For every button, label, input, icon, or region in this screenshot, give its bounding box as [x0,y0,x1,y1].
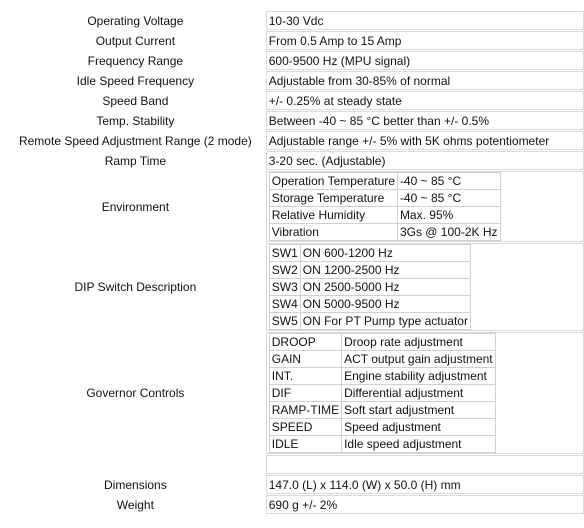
environment-row [269,190,500,207]
spec-value: 3-20 sec. (Adjustable) [266,151,584,170]
dip-switch-value: ON For PT Pump type actuator [300,313,470,330]
spec-label: Idle Speed Frequency [76,73,195,88]
spec-value: Between -40 ~ 85 °C better than +/- 0.5% [266,111,584,130]
governor-row [269,385,495,402]
spec-label: Operating Voltage [87,13,184,28]
governor-row [269,351,495,368]
governor-row [269,368,495,385]
governor-value: Droop rate adjustment [342,334,496,351]
governor-value: Idle speed adjustment [342,436,496,453]
governor-key: DROOP [269,334,341,351]
spec-table [6,10,584,515]
governor-key: INT. [269,368,341,385]
dip-switch-row [269,262,470,279]
spec-row-remote-speed-adjustment [6,131,584,150]
dip-switch-value: ON 2500-5000 Hz [300,279,470,296]
spec-value: Adjustable range +/- 5% with 5K ohms potentiometer [266,131,584,150]
environment-table [269,172,501,241]
spec-label: Output Current [95,33,176,48]
spec-value: +/- 0.25% at steady state [266,91,584,110]
spec-row-idle-speed-frequency [6,71,584,90]
spec-value [266,332,584,454]
spec-row-output-current [6,31,584,50]
governor-key: RAMP-TIME [269,402,341,419]
governor-key: DIF [269,385,341,402]
governor-key: GAIN [269,351,341,368]
governor-controls-table [269,333,496,453]
environment-key: Vibration [269,224,397,241]
spec-value [266,171,584,242]
environment-value: 3Gs @ 100-2K Hz [397,224,500,241]
spec-row-weight [6,495,584,514]
dip-switch-key: SW2 [269,262,300,279]
environment-key: Operation Temperature [269,173,397,190]
dip-switch-key: SW3 [269,279,300,296]
dip-switch-value: ON 1200-2500 Hz [300,262,470,279]
dip-switch-table [269,244,471,330]
governor-value: Soft start adjustment [342,402,496,419]
spec-label: Environment [101,199,170,214]
governor-key: SPEED [269,419,341,436]
spec-value: 147.0 (L) x 114.0 (W) x 50.0 (H) mm [266,475,584,494]
dip-switch-row [269,279,470,296]
spec-label: Temp. Stability [96,113,175,128]
spec-label: Speed Band [102,93,169,108]
spec-label: Frequency Range [87,53,184,68]
governor-row [269,436,495,453]
spec-row-spacer [6,455,584,474]
spec-value: 690 g +/- 2% [266,495,584,514]
environment-key: Relative Humidity [269,207,397,224]
spec-row-governor-controls [6,332,584,454]
spec-row-ramp-time [6,151,584,170]
governor-row [269,419,495,436]
environment-row [269,224,500,241]
governor-value: ACT output gain adjustment [342,351,496,368]
environment-row [269,173,500,190]
spec-row-environment [6,171,584,242]
spec-value: 10-30 Vdc [266,11,584,30]
spec-row-frequency-range [6,51,584,70]
spec-label: DIP Switch Description [74,280,197,294]
environment-value: Max. 95% [397,207,500,224]
spec-row-speed-band [6,91,584,110]
governor-value: Speed adjustment [342,419,496,436]
spec-row-dip-switch [6,243,584,331]
dip-switch-value: ON 5000-9500 Hz [300,296,470,313]
spec-value: Adjustable from 30-85% of normal [266,71,584,90]
spec-value [266,243,584,331]
environment-value: -40 ~ 85 °C [397,173,500,190]
dip-switch-key: SW4 [269,296,300,313]
environment-key: Storage Temperature [269,190,397,207]
governor-key: IDLE [269,436,341,453]
dip-switch-row [269,313,470,330]
environment-row [269,207,500,224]
spec-row-operating-voltage [6,11,584,30]
dip-switch-value: ON 600-1200 Hz [300,245,470,262]
dip-switch-key: SW1 [269,245,300,262]
governor-value: Differential adjustment [342,385,496,402]
governor-row [269,402,495,419]
spec-value: From 0.5 Amp to 15 Amp [266,31,584,50]
dip-switch-key: SW5 [269,313,300,330]
spec-label: Dimensions [104,477,167,492]
dip-switch-row [269,245,470,262]
spec-label: Ramp Time [104,153,167,168]
spec-value: 600-9500 Hz (MPU signal) [266,51,584,70]
spec-label: Governor Controls [86,386,185,400]
spec-label: Remote Speed Adjustment Range (2 mode) [18,133,252,148]
dip-switch-row [269,296,470,313]
spec-row-dimensions [6,475,584,494]
spec-row-temp-stability [6,111,584,130]
environment-value: -40 ~ 85 °C [397,190,500,207]
spec-label: Weight [116,497,154,512]
governor-row [269,334,495,351]
governor-value: Engine stability adjustment [342,368,496,385]
